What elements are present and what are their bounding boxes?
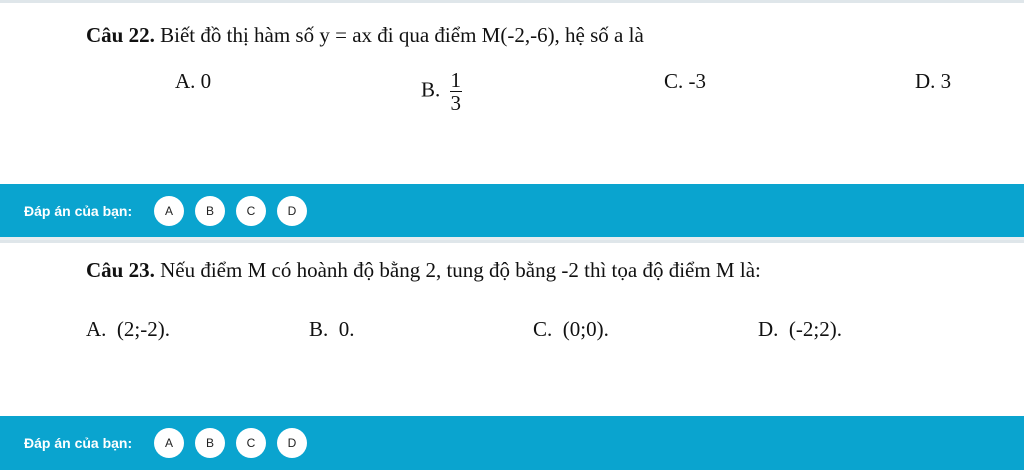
answer-choice-a[interactable]: A: [154, 428, 184, 458]
q23-option-d: D. (-2;2).: [758, 317, 842, 341]
q23-option-a: A. (2;-2).: [86, 317, 170, 341]
q22-option-b-fraction: [450, 69, 463, 114]
answer-choice-a[interactable]: A: [154, 196, 184, 226]
answer-bar-22: [0, 184, 1024, 237]
answer-choice-d[interactable]: D: [277, 196, 307, 226]
answer-choice-c[interactable]: C: [236, 428, 266, 458]
answer-bar-23: [0, 416, 1024, 470]
question-23-body: Nếu điểm M có hoành độ bằng 2, tung độ bằng -2 thì tọa độ điểm M là:: [160, 258, 761, 282]
question-22-number: Câu 22.: [86, 23, 155, 47]
q22-option-a: A. 0: [175, 69, 212, 93]
q22-option-c: C. -3: [664, 69, 706, 93]
fraction-numerator: 1: [450, 68, 462, 92]
q22-option-b: [421, 69, 462, 114]
q23-option-c: C. (0;0).: [533, 317, 609, 341]
answer-label: Đáp án của bạn:: [24, 435, 133, 451]
answer-choice-d[interactable]: D: [277, 428, 307, 458]
question-22-body: Biết đồ thị hàm số y = ax đi qua điểm M(-2,-6), hệ số a là: [160, 23, 644, 47]
question-card-22: [0, 0, 1024, 187]
answer-choice-c[interactable]: C: [236, 196, 266, 226]
q22-option-b-label: B.: [421, 77, 441, 102]
question-22-text: [86, 22, 644, 48]
question-card-23: [0, 240, 1024, 419]
q23-option-b: B. 0.: [309, 317, 355, 341]
q22-option-d: D. 3: [915, 69, 952, 93]
answer-choice-b[interactable]: B: [195, 428, 225, 458]
answer-choice-b[interactable]: B: [195, 196, 225, 226]
answer-label: Đáp án của bạn:: [24, 202, 133, 219]
question-23-number: Câu 23.: [86, 258, 155, 282]
fraction-denominator: 3: [450, 91, 462, 115]
question-23-text: [86, 257, 761, 283]
